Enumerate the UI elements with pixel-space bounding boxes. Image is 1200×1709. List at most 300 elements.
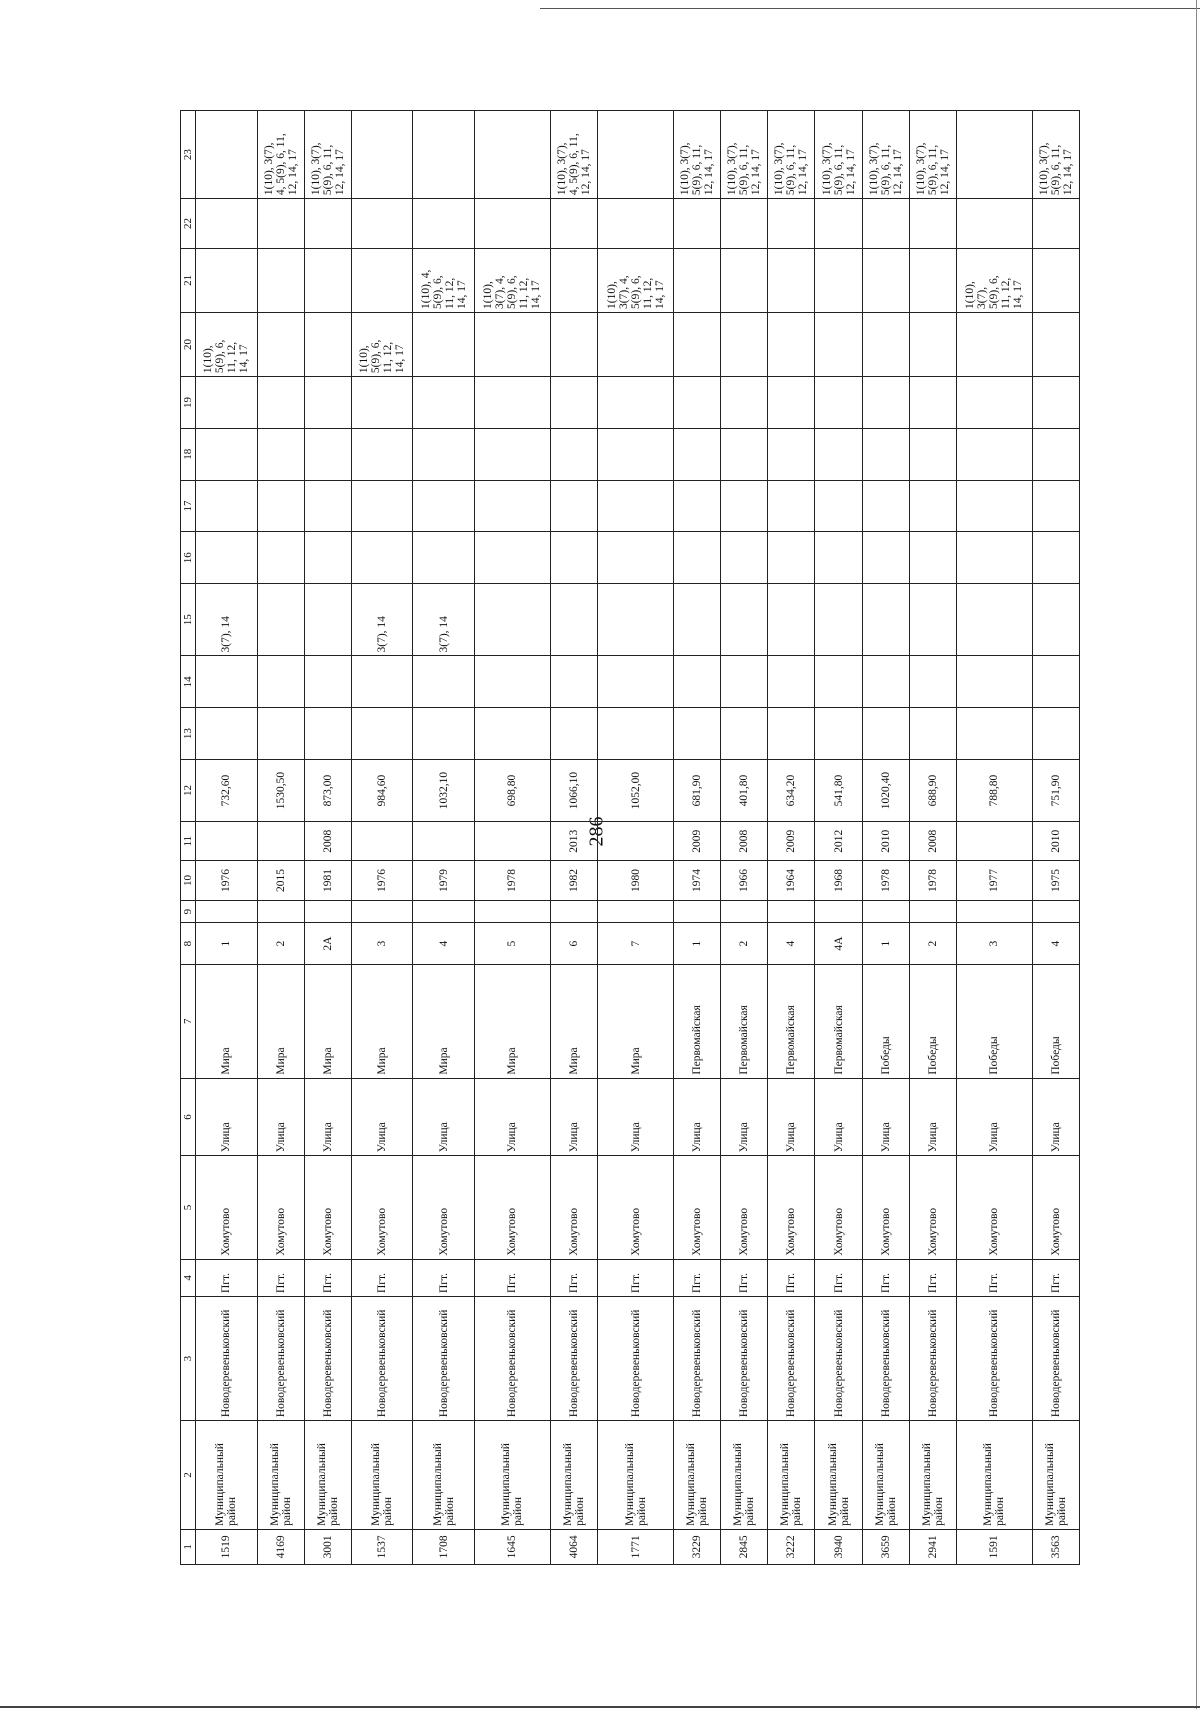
cell-col-1: 2845: [721, 1529, 768, 1564]
cell-col-7: Мира: [551, 964, 598, 1078]
cell-col-4: Пгт.: [196, 1259, 258, 1296]
cell-col-13: [956, 708, 1032, 760]
cell-col-2: Муниципальный район: [474, 1421, 550, 1530]
cell-col-16: [257, 532, 304, 584]
cell-col-18: [815, 428, 862, 480]
cell-col-5: Хомутово: [909, 1156, 956, 1259]
cell-col-21: 1(10), 3(7), 4, 5(9), 6, 11, 12, 14, 17: [474, 248, 550, 312]
cell-col-7: Мира: [196, 964, 258, 1078]
page-edge: [1196, 0, 1197, 1709]
cell-col-16: [598, 532, 674, 584]
cell-col-6: Улица: [956, 1078, 1032, 1156]
housing-registry-table: [180, 110, 1080, 1565]
cell-col-2: Муниципальный район: [598, 1421, 674, 1530]
cell-col-23: 1(10), 3(7), 5(9), 6, 11, 12, 14, 17: [1032, 111, 1079, 199]
cell-col-23: [474, 111, 550, 199]
cell-col-20: [474, 312, 550, 376]
cell-col-20: [862, 312, 909, 376]
column-header-11: 11: [181, 822, 196, 861]
cell-col-12: 1530,50: [257, 759, 304, 821]
cell-col-1: 1537: [351, 1529, 413, 1564]
cell-col-19: [1032, 377, 1079, 429]
cell-col-4: Пгт.: [474, 1259, 550, 1296]
cell-col-21: 1(10), 4, 5(9), 6, 11, 12, 14, 17: [413, 248, 475, 312]
cell-col-22: [721, 199, 768, 249]
table-body: [196, 111, 1080, 1565]
column-header-15: 15: [181, 584, 196, 656]
cell-col-23: 1(10), 3(7), 4, 5(9), 6, 11, 12, 14, 17: [551, 111, 598, 199]
cell-col-9: [413, 900, 475, 923]
cell-col-18: [862, 428, 909, 480]
cell-col-16: [956, 532, 1032, 584]
cell-col-8: 2А: [304, 923, 351, 964]
cell-col-18: [674, 428, 721, 480]
column-header-14: 14: [181, 656, 196, 708]
cell-col-11: 2010: [862, 822, 909, 861]
cell-col-11: [196, 822, 258, 861]
cell-col-1: 3001: [304, 1529, 351, 1564]
cell-col-14: [474, 656, 550, 708]
cell-col-1: 3659: [862, 1529, 909, 1564]
cell-col-5: Хомутово: [474, 1156, 550, 1259]
bottom-rule: [0, 1706, 1200, 1708]
cell-col-3: Новодеревеньковский: [909, 1297, 956, 1421]
cell-col-6: Улица: [304, 1078, 351, 1156]
cell-col-8: 5: [474, 923, 550, 964]
cell-col-17: [413, 480, 475, 532]
cell-col-9: [909, 900, 956, 923]
cell-col-7: Мира: [351, 964, 413, 1078]
cell-col-2: Муниципальный район: [956, 1421, 1032, 1530]
cell-col-15: [674, 584, 721, 656]
column-header-9: 9: [181, 900, 196, 923]
cell-col-20: [1032, 312, 1079, 376]
cell-col-17: [721, 480, 768, 532]
cell-col-22: [413, 199, 475, 249]
table-row: [196, 111, 258, 1565]
cell-col-4: Пгт.: [304, 1259, 351, 1296]
cell-col-2: Муниципальный район: [351, 1421, 413, 1530]
table-row: [721, 111, 768, 1565]
cell-col-10: 1976: [196, 861, 258, 900]
cell-col-6: Улица: [257, 1078, 304, 1156]
cell-col-12: 1032,10: [413, 759, 475, 821]
cell-col-4: Пгт.: [351, 1259, 413, 1296]
cell-col-5: Хомутово: [196, 1156, 258, 1259]
cell-col-3: Новодеревеньковский: [474, 1297, 550, 1421]
cell-col-7: Мира: [598, 964, 674, 1078]
cell-col-10: 1968: [815, 861, 862, 900]
cell-col-22: [598, 199, 674, 249]
cell-col-17: [815, 480, 862, 532]
cell-col-22: [551, 199, 598, 249]
cell-col-17: [551, 480, 598, 532]
cell-col-23: 1(10), 3(7), 5(9), 6, 11, 12, 14, 17: [721, 111, 768, 199]
cell-col-4: Пгт.: [1032, 1259, 1079, 1296]
cell-col-4: Пгт.: [862, 1259, 909, 1296]
cell-col-8: 2: [909, 923, 956, 964]
cell-col-8: 3: [351, 923, 413, 964]
cell-col-5: Хомутово: [956, 1156, 1032, 1259]
cell-col-3: Новодеревеньковский: [413, 1297, 475, 1421]
cell-col-2: Муниципальный район: [862, 1421, 909, 1530]
cell-col-18: [196, 428, 258, 480]
cell-col-1: 1645: [474, 1529, 550, 1564]
cell-col-4: Пгт.: [413, 1259, 475, 1296]
cell-col-2: Муниципальный район: [551, 1421, 598, 1530]
cell-col-16: [351, 532, 413, 584]
cell-col-1: 1771: [598, 1529, 674, 1564]
cell-col-4: Пгт.: [551, 1259, 598, 1296]
cell-col-17: [956, 480, 1032, 532]
cell-col-19: [257, 377, 304, 429]
cell-col-17: [598, 480, 674, 532]
cell-col-19: [768, 377, 815, 429]
cell-col-23: 1(10), 3(7), 5(9), 6, 11, 12, 14, 17: [768, 111, 815, 199]
cell-col-20: [551, 312, 598, 376]
cell-col-16: [909, 532, 956, 584]
column-header-19: 19: [181, 377, 196, 429]
cell-col-21: 1(10), 3(7), 5(9), 6, 11, 12, 14, 17: [956, 248, 1032, 312]
cell-col-16: [815, 532, 862, 584]
cell-col-3: Новодеревеньковский: [862, 1297, 909, 1421]
cell-col-13: [351, 708, 413, 760]
cell-col-9: [304, 900, 351, 923]
cell-col-1: 1519: [196, 1529, 258, 1564]
cell-col-7: Победы: [862, 964, 909, 1078]
cell-col-17: [196, 480, 258, 532]
cell-col-15: [768, 584, 815, 656]
cell-col-18: [768, 428, 815, 480]
cell-col-2: Муниципальный район: [413, 1421, 475, 1530]
cell-col-10: 1982: [551, 861, 598, 900]
table-row: [956, 111, 1032, 1565]
column-header-21: 21: [181, 248, 196, 312]
cell-col-17: [474, 480, 550, 532]
cell-col-14: [768, 656, 815, 708]
cell-col-23: [413, 111, 475, 199]
cell-col-16: [413, 532, 475, 584]
cell-col-10: 1974: [674, 861, 721, 900]
cell-col-13: [196, 708, 258, 760]
cell-col-11: 2013: [551, 822, 598, 861]
cell-col-21: [351, 248, 413, 312]
cell-col-2: Муниципальный район: [196, 1421, 258, 1530]
cell-col-14: [721, 656, 768, 708]
cell-col-5: Хомутово: [413, 1156, 475, 1259]
cell-col-14: [1032, 656, 1079, 708]
cell-col-12: 873,00: [304, 759, 351, 821]
cell-col-9: [956, 900, 1032, 923]
cell-col-4: Пгт.: [598, 1259, 674, 1296]
table-row: [768, 111, 815, 1565]
column-header-8: 8: [181, 923, 196, 964]
cell-col-14: [674, 656, 721, 708]
cell-col-12: 401,80: [721, 759, 768, 821]
cell-col-12: 688,90: [909, 759, 956, 821]
cell-col-21: [1032, 248, 1079, 312]
cell-col-9: [551, 900, 598, 923]
cell-col-21: 1(10), 3(7), 4, 5(9), 6, 11, 12, 14, 17: [598, 248, 674, 312]
cell-col-14: [351, 656, 413, 708]
cell-col-10: 1978: [862, 861, 909, 900]
cell-col-17: [674, 480, 721, 532]
table-row: [304, 111, 351, 1565]
cell-col-6: Улица: [862, 1078, 909, 1156]
cell-col-23: 1(10), 3(7), 4, 5(9), 6, 11, 12, 14, 17: [257, 111, 304, 199]
cell-col-15: [598, 584, 674, 656]
cell-col-3: Новодеревеньковский: [956, 1297, 1032, 1421]
cell-col-3: Новодеревеньковский: [815, 1297, 862, 1421]
cell-col-7: Победы: [909, 964, 956, 1078]
cell-col-19: [351, 377, 413, 429]
cell-col-11: [956, 822, 1032, 861]
cell-col-6: Улица: [909, 1078, 956, 1156]
page-number: 286: [585, 816, 608, 847]
cell-col-19: [304, 377, 351, 429]
cell-col-4: Пгт.: [257, 1259, 304, 1296]
cell-col-9: [196, 900, 258, 923]
column-header-16: 16: [181, 532, 196, 584]
cell-col-6: Улица: [768, 1078, 815, 1156]
cell-col-15: [909, 584, 956, 656]
cell-col-16: [196, 532, 258, 584]
table-row: [598, 111, 674, 1565]
cell-col-16: [1032, 532, 1079, 584]
cell-col-10: 1978: [909, 861, 956, 900]
cell-col-5: Хомутово: [768, 1156, 815, 1259]
cell-col-4: Пгт.: [909, 1259, 956, 1296]
cell-col-21: [674, 248, 721, 312]
cell-col-19: [551, 377, 598, 429]
column-header-12: 12: [181, 759, 196, 821]
cell-col-7: Победы: [1032, 964, 1079, 1078]
cell-col-7: Первомайская: [674, 964, 721, 1078]
cell-col-5: Хомутово: [351, 1156, 413, 1259]
cell-col-11: [413, 822, 475, 861]
cell-col-10: 1976: [351, 861, 413, 900]
cell-col-12: 634,20: [768, 759, 815, 821]
cell-col-3: Новодеревеньковский: [196, 1297, 258, 1421]
cell-col-18: [1032, 428, 1079, 480]
cell-col-9: [674, 900, 721, 923]
cell-col-23: 1(10), 3(7), 5(9), 6, 11, 12, 14, 17: [909, 111, 956, 199]
rotated-table-wrapper: [180, 110, 1080, 1565]
cell-col-21: [196, 248, 258, 312]
cell-col-17: [909, 480, 956, 532]
cell-col-8: 4: [413, 923, 475, 964]
cell-col-18: [956, 428, 1032, 480]
cell-col-3: Новодеревеньковский: [351, 1297, 413, 1421]
cell-col-8: 1: [674, 923, 721, 964]
cell-col-8: 6: [551, 923, 598, 964]
cell-col-15: 3(7), 14: [413, 584, 475, 656]
cell-col-12: 698,80: [474, 759, 550, 821]
cell-col-21: [304, 248, 351, 312]
cell-col-14: [413, 656, 475, 708]
table-row: [909, 111, 956, 1565]
cell-col-14: [862, 656, 909, 708]
cell-col-15: [551, 584, 598, 656]
cell-col-20: [721, 312, 768, 376]
cell-col-12: 788,80: [956, 759, 1032, 821]
cell-col-12: 1066,10: [551, 759, 598, 821]
cell-col-15: [815, 584, 862, 656]
cell-col-12: 681,90: [674, 759, 721, 821]
cell-col-15: [474, 584, 550, 656]
cell-col-5: Хомутово: [257, 1156, 304, 1259]
cell-col-23: [196, 111, 258, 199]
cell-col-4: Пгт.: [674, 1259, 721, 1296]
cell-col-18: [909, 428, 956, 480]
cell-col-23: [956, 111, 1032, 199]
cell-col-10: 1966: [721, 861, 768, 900]
table-row: [413, 111, 475, 1565]
cell-col-10: 1977: [956, 861, 1032, 900]
cell-col-20: [413, 312, 475, 376]
cell-col-19: [909, 377, 956, 429]
cell-col-7: Первомайская: [768, 964, 815, 1078]
cell-col-10: 1975: [1032, 861, 1079, 900]
cell-col-14: [551, 656, 598, 708]
cell-col-3: Новодеревеньковский: [304, 1297, 351, 1421]
column-header-3: 3: [181, 1297, 196, 1421]
cell-col-11: [474, 822, 550, 861]
cell-col-19: [413, 377, 475, 429]
cell-col-18: [351, 428, 413, 480]
cell-col-13: [674, 708, 721, 760]
cell-col-20: [674, 312, 721, 376]
cell-col-7: Победы: [956, 964, 1032, 1078]
cell-col-22: [674, 199, 721, 249]
cell-col-21: [815, 248, 862, 312]
cell-col-15: 3(7), 14: [196, 584, 258, 656]
cell-col-7: Первомайская: [721, 964, 768, 1078]
cell-col-23: [351, 111, 413, 199]
cell-col-16: [551, 532, 598, 584]
cell-col-23: 1(10), 3(7), 5(9), 6, 11, 12, 14, 17: [304, 111, 351, 199]
cell-col-13: [598, 708, 674, 760]
cell-col-13: [721, 708, 768, 760]
cell-col-2: Муниципальный район: [768, 1421, 815, 1530]
cell-col-19: [196, 377, 258, 429]
cell-col-21: [257, 248, 304, 312]
cell-col-11: 2008: [909, 822, 956, 861]
cell-col-8: 7: [598, 923, 674, 964]
cell-col-17: [862, 480, 909, 532]
cell-col-13: [909, 708, 956, 760]
cell-col-11: [351, 822, 413, 861]
cell-col-5: Хомутово: [862, 1156, 909, 1259]
cell-col-13: [304, 708, 351, 760]
cell-col-9: [862, 900, 909, 923]
cell-col-1: 3563: [1032, 1529, 1079, 1564]
cell-col-11: 2009: [768, 822, 815, 861]
cell-col-12: 541,80: [815, 759, 862, 821]
cell-col-10: 1964: [768, 861, 815, 900]
cell-col-3: Новодеревеньковский: [257, 1297, 304, 1421]
cell-col-9: [768, 900, 815, 923]
cell-col-12: 984,60: [351, 759, 413, 821]
cell-col-8: 4А: [815, 923, 862, 964]
cell-col-9: [721, 900, 768, 923]
cell-col-8: 4: [768, 923, 815, 964]
cell-col-9: [257, 900, 304, 923]
cell-col-23: 1(10), 3(7), 5(9), 6, 11, 12, 14, 17: [674, 111, 721, 199]
top-rule: [540, 8, 1200, 9]
column-header-1: 1: [181, 1529, 196, 1564]
cell-col-14: [909, 656, 956, 708]
column-number-header: [181, 111, 196, 1565]
cell-col-11: 2008: [721, 822, 768, 861]
column-header-6: 6: [181, 1078, 196, 1156]
cell-col-23: 1(10), 3(7), 5(9), 6, 11, 12, 14, 17: [862, 111, 909, 199]
cell-col-6: Улица: [474, 1078, 550, 1156]
cell-col-18: [304, 428, 351, 480]
cell-col-16: [862, 532, 909, 584]
cell-col-17: [304, 480, 351, 532]
cell-col-12: 1052,00: [598, 759, 674, 821]
cell-col-15: [304, 584, 351, 656]
cell-col-9: [1032, 900, 1079, 923]
cell-col-11: 2012: [815, 822, 862, 861]
cell-col-20: 1(10), 5(9), 6, 11, 12, 14, 17: [351, 312, 413, 376]
cell-col-22: [196, 199, 258, 249]
cell-col-16: [674, 532, 721, 584]
cell-col-2: Муниципальный район: [815, 1421, 862, 1530]
column-header-5: 5: [181, 1156, 196, 1259]
cell-col-6: Улица: [721, 1078, 768, 1156]
cell-col-5: Хомутово: [304, 1156, 351, 1259]
cell-col-3: Новодеревеньковский: [721, 1297, 768, 1421]
table-row: [257, 111, 304, 1565]
cell-col-9: [598, 900, 674, 923]
cell-col-3: Новодеревеньковский: [674, 1297, 721, 1421]
cell-col-18: [598, 428, 674, 480]
cell-col-8: 2: [721, 923, 768, 964]
cell-col-6: Улица: [674, 1078, 721, 1156]
cell-col-18: [413, 428, 475, 480]
cell-col-8: 1: [862, 923, 909, 964]
cell-col-9: [351, 900, 413, 923]
cell-col-20: [815, 312, 862, 376]
cell-col-12: 732,60: [196, 759, 258, 821]
cell-col-13: [768, 708, 815, 760]
cell-col-3: Новодеревеньковский: [598, 1297, 674, 1421]
cell-col-23: 1(10), 3(7), 5(9), 6, 11, 12, 14, 17: [815, 111, 862, 199]
cell-col-1: 3229: [674, 1529, 721, 1564]
cell-col-22: [815, 199, 862, 249]
cell-col-21: [909, 248, 956, 312]
cell-col-9: [474, 900, 550, 923]
cell-col-19: [956, 377, 1032, 429]
cell-col-6: Улица: [551, 1078, 598, 1156]
column-header-13: 13: [181, 708, 196, 760]
cell-col-7: Мира: [474, 964, 550, 1078]
cell-col-2: Муниципальный район: [674, 1421, 721, 1530]
table-row: [862, 111, 909, 1565]
cell-col-13: [1032, 708, 1079, 760]
cell-col-18: [257, 428, 304, 480]
cell-col-19: [815, 377, 862, 429]
cell-col-8: 4: [1032, 923, 1079, 964]
cell-col-11: [598, 822, 674, 861]
cell-col-14: [598, 656, 674, 708]
cell-col-10: 1978: [474, 861, 550, 900]
cell-col-4: Пгт.: [956, 1259, 1032, 1296]
column-header-22: 22: [181, 199, 196, 249]
cell-col-1: 2941: [909, 1529, 956, 1564]
